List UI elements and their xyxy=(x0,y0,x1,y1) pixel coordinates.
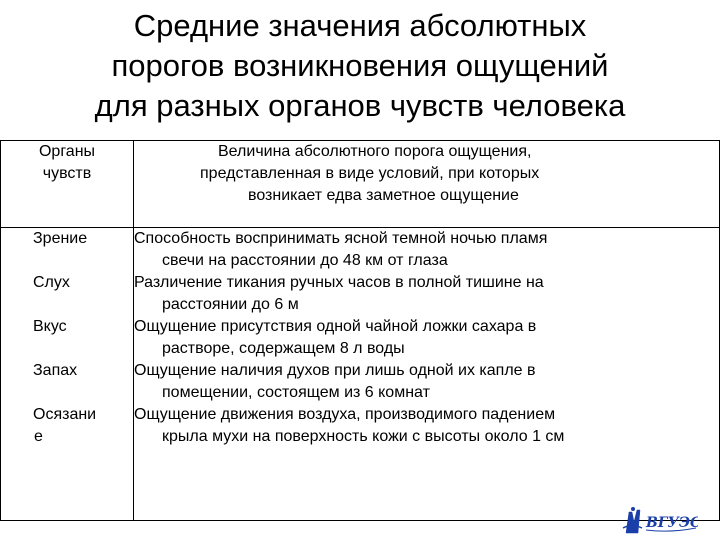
desc-hearing-line-2: расстоянии до 6 м xyxy=(162,296,299,313)
title-line-3: для разных органов чувств человека xyxy=(94,88,626,123)
organs-cell xyxy=(1,228,134,521)
desc-vision xyxy=(134,228,719,272)
page-title xyxy=(0,6,720,126)
header-threshold-line-3: возникает едва заметное ощущение xyxy=(248,187,519,204)
desc-hearing-line-1: Различение тикания ручных часов в полной тишине на xyxy=(134,274,544,291)
desc-smell xyxy=(134,360,719,404)
header-threshold-line-1: Величина абсолютного порога ощущения, xyxy=(218,143,532,160)
desc-touch-line-1: Ощущение движения воздуха, производимого падением xyxy=(134,406,556,423)
table-body-row xyxy=(1,228,720,521)
thresholds-cell xyxy=(134,228,720,521)
organ-smell: Запах xyxy=(33,362,78,379)
desc-hearing xyxy=(134,272,719,316)
desc-smell-line-2: помещении, состоящем из 6 комнат xyxy=(162,384,430,401)
organ-vision: Зрение xyxy=(33,230,88,247)
desc-taste-line-2: растворе, содержащем 8 л воды xyxy=(162,340,405,357)
header-organs-cell xyxy=(1,141,134,228)
organ-touch xyxy=(1,404,133,448)
desc-vision-line-2: свечи на расстоянии до 48 км от глаза xyxy=(162,252,448,269)
organ-touch-line-2: е xyxy=(34,428,43,445)
desc-smell-line-1: Ощущение наличия духов при лишь одной их капле в xyxy=(134,362,536,379)
header-organs-line-1: Органы xyxy=(38,143,96,160)
desc-touch xyxy=(134,404,719,448)
organ-hearing: Слух xyxy=(33,274,70,291)
organ-touch-line-1: Осязани xyxy=(33,406,97,423)
header-threshold-line-2: представленная в виде условий, при которых xyxy=(200,165,540,182)
logo-graphic xyxy=(620,506,698,536)
table-header-row xyxy=(1,141,720,228)
logo-text: ВГУЭС xyxy=(646,515,698,531)
desc-taste xyxy=(134,316,719,360)
header-organs-line-2: чувств xyxy=(42,165,92,182)
title-line-2: порогов возникновения ощущений xyxy=(111,48,609,83)
university-logo-icon xyxy=(620,506,698,536)
thresholds-table xyxy=(0,140,720,521)
desc-touch-line-2: крыла мухи на поверхность кожи с высоты около 1 см xyxy=(162,428,565,445)
desc-vision-line-1: Способность воспринимать ясной темной ночью пламя xyxy=(134,230,548,247)
organ-taste: Вкус xyxy=(33,318,67,335)
title-line-1: Средние значения абсолютных xyxy=(133,8,587,43)
desc-taste-line-1: Ощущение присутствия одной чайной ложки сахара в xyxy=(134,318,537,335)
header-threshold-cell xyxy=(134,141,720,228)
